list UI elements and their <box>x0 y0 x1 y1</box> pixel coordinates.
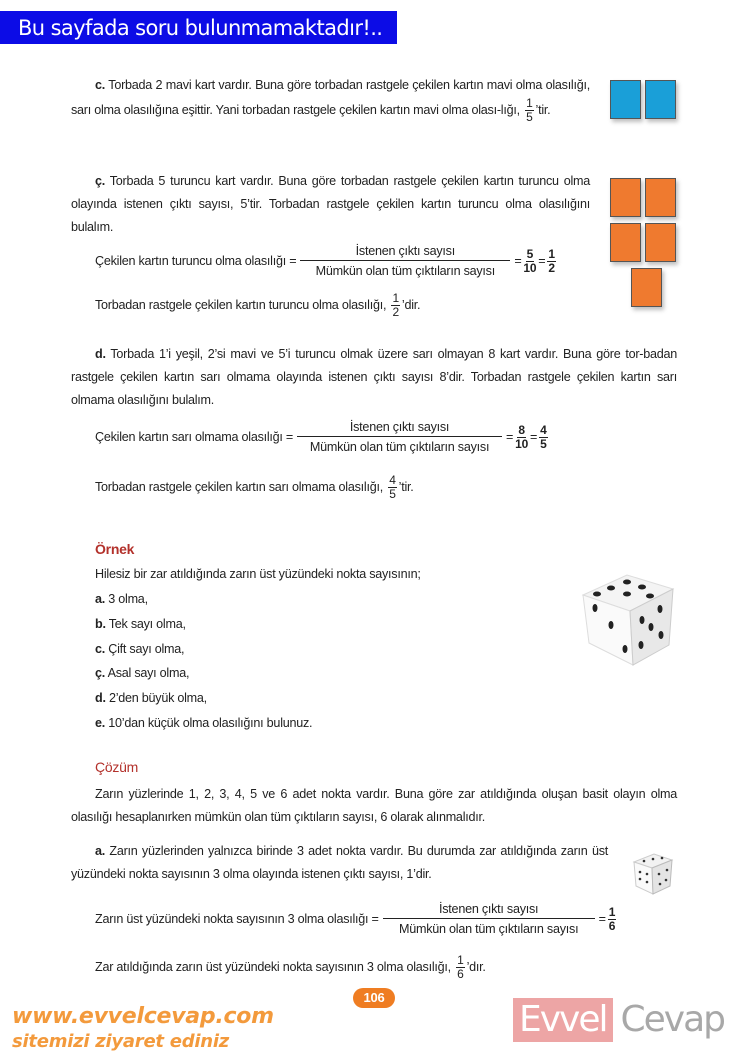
item-label: a. <box>95 844 106 858</box>
equals: = <box>530 430 538 444</box>
equals: = <box>514 254 522 268</box>
paragraph-text: Torbada 5 turuncu kart vardır. Buna göre torbadan rastgele çekilen kartın turuncu olma olayında istenen çıktı sayısı, 5’tir. Torbadan rastgele çekilen kartın turuncu olma olasılığını bulalım. <box>71 174 590 234</box>
blue-card <box>610 80 641 119</box>
numerator: İstenen çıktı sayısı <box>300 244 510 261</box>
equation-left: Çekilen kartın sarı olmama olasılığı = <box>95 430 294 444</box>
denominator: 6 <box>457 967 464 981</box>
orange-card <box>645 178 676 217</box>
fraction <box>547 248 555 275</box>
example-item <box>95 642 184 656</box>
denominator: 5 <box>540 436 547 451</box>
item-text: 10’dan küçük olma olasılığını bulunuz. <box>108 716 313 730</box>
solution-heading: Çözüm <box>95 759 139 775</box>
item-label: a. <box>95 592 106 606</box>
conclusion-orange <box>95 292 420 319</box>
paragraph-text: Torbada 1’i yeşil, 2’si mavi ve 5’i turuncu olmak üzere sarı olmayan 8 kart vardır. Buna göre tor-badan rastgele çekilen kartın sarı olmama olayında istenen çıktı sayısı 8’dir. Torbadan rastgele çekilen kartın sarı olmama olasılığını bulalım. <box>71 347 677 407</box>
conclusion-dice <box>95 954 486 981</box>
paragraph-text: Torbada 2 mavi kart vardır. Buna göre torbadan rastgele çekilen kartın mavi olma olasılığı, sarı olma olasılığına eşittir. Yani torbadan rastgele çekilen kartın mavi olma olası-lığı, <box>71 78 590 117</box>
fraction <box>523 248 536 275</box>
fraction <box>525 97 533 124</box>
equals: = <box>506 430 514 444</box>
blue-card <box>645 80 676 119</box>
solution-a-paragraph <box>71 840 608 886</box>
numerator: 1 <box>526 96 533 110</box>
page-banner: Bu sayfada soru bulunmamaktadır!.. <box>0 11 397 44</box>
example-item <box>95 617 186 631</box>
equation-not-yellow <box>95 420 550 454</box>
paragraph-d <box>71 343 677 412</box>
item-label: d. <box>95 347 106 361</box>
numerator: 4 <box>389 473 396 487</box>
fraction <box>608 906 616 933</box>
item-label: e. <box>95 716 106 730</box>
numerator: İstenen çıktı sayısı <box>297 420 502 437</box>
conclusion-not-yellow <box>95 474 413 501</box>
item-label: ç. <box>95 174 106 188</box>
orange-card <box>645 223 676 262</box>
conclusion-text: Torbadan rastgele çekilen kartın sarı olmama olasılığı, <box>95 479 383 494</box>
fraction <box>300 244 510 278</box>
fraction <box>297 420 502 454</box>
numerator: 1 <box>548 246 555 261</box>
equation-left: Zarın üst yüzündeki nokta sayısının 3 olma olasılığı = <box>95 912 379 926</box>
suffix: ’dir. <box>401 297 421 312</box>
evvelcevap-logo <box>513 998 724 1042</box>
conclusion-text: Zar atıldığında zarın üst yüzündeki nokta sayısının 3 olma olasılığı, <box>95 959 451 974</box>
example-item <box>95 666 189 680</box>
numerator: 1 <box>392 291 399 305</box>
fraction <box>456 954 464 981</box>
orange-card <box>610 178 641 217</box>
example-intro: Hilesiz bir zar atıldığında zarın üst yüzündeki nokta sayısının; <box>95 567 421 581</box>
denominator: 2 <box>548 260 555 275</box>
item-text: Tek sayı olma, <box>108 616 186 631</box>
equation-dice <box>95 902 618 936</box>
numerator: 5 <box>526 246 534 261</box>
denominator: 5 <box>526 110 533 124</box>
orange-card <box>610 223 641 262</box>
paragraph-c <box>71 74 590 124</box>
small-dice-image <box>632 850 674 896</box>
suffix: ’dır. <box>466 959 486 974</box>
denominator: Mümkün olan tüm çıktıların sayısı <box>399 922 579 936</box>
item-text: 3 olma, <box>108 592 148 606</box>
fraction <box>391 292 399 319</box>
solution-paragraph <box>71 783 677 829</box>
fraction <box>539 424 547 451</box>
equals: = <box>598 912 606 926</box>
numerator: İstenen çıktı sayısı <box>383 902 595 919</box>
orange-card <box>631 268 662 307</box>
item-text: Asal sayı olma, <box>107 666 190 681</box>
denominator: 10 <box>523 260 537 275</box>
denominator: Mümkün olan tüm çıktıların sayısı <box>315 264 495 278</box>
item-label: d. <box>95 691 106 706</box>
fraction <box>515 424 528 451</box>
fraction <box>388 474 396 501</box>
example-item <box>95 691 207 705</box>
numerator: 1 <box>608 904 616 919</box>
paragraph-text: Zarın yüzlerinden yalnızca birinde 3 adet nokta vardır. Bu durumda zar atıldığında zarın üst yüzündeki nokta sayısının 3 olma olayında istenen çıktı sayısı, 1’dir. <box>71 844 608 881</box>
watermark-site: www.evvelcevap.com <box>12 1004 274 1029</box>
item-label: c. <box>95 78 106 92</box>
dice-image <box>575 565 680 670</box>
logo-part: Cevap <box>620 999 725 1040</box>
denominator: 10 <box>515 436 529 451</box>
numerator: 4 <box>540 422 547 437</box>
item-label: ç. <box>95 666 106 681</box>
item-text: Çift sayı olma, <box>108 641 185 656</box>
denominator: 6 <box>608 918 616 933</box>
example-item <box>95 592 148 606</box>
page-number: 106 <box>353 988 395 1008</box>
numerator: 8 <box>518 422 525 437</box>
example-heading: Örnek <box>95 541 135 557</box>
paragraph-text: Zarın yüzlerinde 1, 2, 3, 4, 5 ve 6 adet nokta vardır. Buna göre zar atıldığında oluşan basit olayın olma olasılığı hesaplanırken mümkün olan tüm çıktıların sayısı, 6 olarak alınmalıdır. <box>71 787 677 824</box>
equation-left: Çekilen kartın turuncu olma olasılığı = <box>95 254 297 268</box>
suffix: ’tir. <box>398 479 414 494</box>
denominator: 5 <box>389 487 396 501</box>
equals: = <box>538 254 546 268</box>
logo-part: Evvel <box>513 998 613 1042</box>
item-label: c. <box>95 641 106 656</box>
denominator: 2 <box>392 305 399 319</box>
fraction <box>383 902 595 936</box>
example-item <box>95 716 312 730</box>
paragraph-cc <box>71 170 590 239</box>
watermark-visit: sitemizi ziyaret ediniz <box>12 1031 229 1052</box>
numerator: 1 <box>457 953 464 967</box>
equation-orange <box>95 244 558 278</box>
item-label: b. <box>95 616 106 631</box>
suffix: ’tir. <box>535 102 551 117</box>
conclusion-text: Torbadan rastgele çekilen kartın turuncu olma olasılığı, <box>95 297 387 312</box>
item-text: 2’den büyük olma, <box>108 691 207 706</box>
denominator: Mümkün olan tüm çıktıların sayısı <box>309 440 490 454</box>
